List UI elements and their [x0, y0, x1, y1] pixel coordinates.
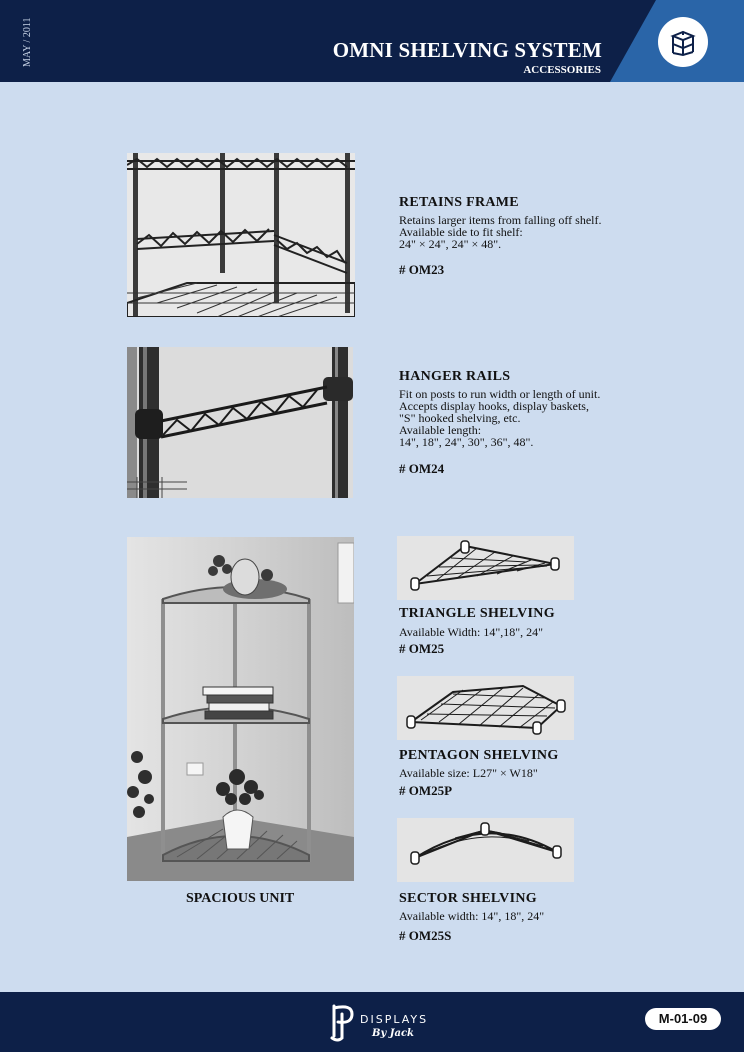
- pentagon-shelving-title: PENTAGON SHELVING: [399, 748, 559, 763]
- hanger-rails-description: [399, 388, 600, 448]
- triangle-shelving-description: [399, 626, 543, 638]
- description-line: Available Width: 14",18", 24": [399, 625, 544, 639]
- page-subtitle: ACCESSORIES: [523, 64, 601, 76]
- sector-shelving-code: # OM25S: [399, 928, 452, 943]
- description-line: Available length:: [399, 423, 482, 437]
- spacious-unit-caption: SPACIOUS UNIT: [186, 891, 295, 906]
- triangle-shelving-code: # OM25: [399, 641, 445, 656]
- retains-frame-photo: [127, 153, 355, 317]
- sector-shelving-image: [397, 818, 574, 882]
- shelving-unit-icon: [668, 27, 698, 57]
- pentagon-shelving-description: [399, 767, 538, 779]
- description-line: Available size: L27" × W18": [399, 766, 538, 780]
- triangle-shelving-image: [397, 536, 574, 600]
- description-line: Accepts display hooks, display baskets,: [399, 399, 589, 413]
- retains-frame-code: # OM23: [399, 262, 445, 277]
- hanger-rails-code: # OM24: [399, 461, 445, 476]
- sector-shelving-title: SECTOR SHELVING: [399, 891, 537, 906]
- description-line: 24" × 24", 24" × 48".: [399, 237, 502, 251]
- description-line: Fit on posts to run width or length of unit.: [399, 387, 601, 401]
- spacious-unit-photo: [127, 537, 354, 881]
- triangle-shelving-title: TRIANGLE SHELVING: [399, 606, 555, 621]
- page-title: OMNI SHELVING SYSTEM: [332, 38, 602, 62]
- hanger-rails-title: HANGER RAILS: [399, 369, 511, 384]
- hanger-rails-photo: [127, 347, 353, 498]
- shelving-unit-logo: [658, 17, 708, 67]
- retains-frame-description: [399, 214, 602, 250]
- brand-wordmark: DISPLAYS: [360, 1013, 429, 1026]
- retains-frame-title: RETAINS FRAME: [399, 195, 519, 210]
- page-number-badge: M-01-09: [645, 1008, 721, 1030]
- description-line: Retains larger items from falling off shelf.: [399, 213, 602, 227]
- pentagon-shelving-code: # OM25P: [399, 783, 453, 798]
- description-line: Available width: 14", 18", 24": [399, 909, 545, 923]
- brand-signature: By Jack: [372, 1028, 414, 1039]
- issue-date: MAY / 2011: [22, 17, 33, 67]
- description-line: 14", 18", 24", 30", 36", 48".: [399, 435, 534, 449]
- sector-shelving-description: [399, 910, 544, 922]
- description-line: Available side to fit shelf:: [399, 225, 523, 239]
- pentagon-shelving-image: [397, 676, 574, 740]
- description-line: "S" hooked shelving, etc.: [399, 411, 521, 425]
